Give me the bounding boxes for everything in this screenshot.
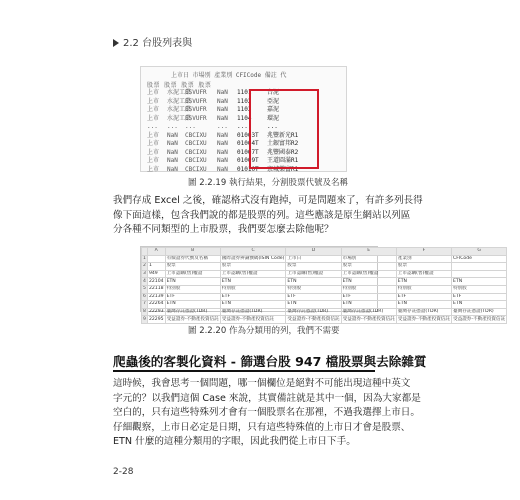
- table-row: [142, 308, 507, 316]
- table-cell: 22104: [148, 278, 164, 284]
- table-cell: ETN: [341, 278, 396, 286]
- figure-caption: 圖 2.2.20 作為分類用的列，我們不需要: [188, 326, 340, 336]
- output-cell: ESVUFR: [185, 106, 207, 113]
- output-cell: NaN: [167, 157, 178, 164]
- row-header: 7: [143, 301, 146, 307]
- triangle-bullet-icon: [113, 39, 119, 47]
- output-header-line-2: 股票 股票 股票 股票: [147, 82, 212, 89]
- table-cell: ETF: [341, 293, 396, 301]
- table-cell: 1: [147, 263, 165, 271]
- column-header: G: [452, 248, 507, 256]
- output-cell: NaN: [217, 131, 228, 139]
- table-cell: 臺灣存託憑證(TDR): [286, 308, 341, 316]
- output-cell: ESVUFR: [185, 114, 207, 122]
- output-cell: CBCIXU: [185, 131, 207, 139]
- output-cell: 兆豐國泰R2: [267, 148, 299, 156]
- column-header: D: [286, 248, 341, 256]
- table-cell: 22139: [148, 293, 164, 299]
- table-cell: ETF: [396, 293, 451, 301]
- table-cell: 受益證券-不動產投資信託: [342, 316, 395, 322]
- spreadsheet-table: [141, 247, 507, 324]
- table-cell: 上市認購(售)權證: [220, 270, 286, 278]
- table-cell: 22118: [148, 286, 164, 292]
- table-cell: 股票: [341, 263, 396, 271]
- output-cell: 01007T: [237, 148, 259, 156]
- table-row: [142, 278, 507, 286]
- paragraph-line: 我們存成 Excel 之後，確認格式沒有跑掉，可是問題來了，有許多列長得: [113, 195, 423, 206]
- paragraph-line: ETN 什麼的這種分類用的字眼，因此我們從上市日下手。: [113, 436, 356, 447]
- table-cell: 949: [147, 270, 165, 278]
- section-header-text: 2.2 台股列表與: [123, 38, 193, 49]
- table-cell: 上市認購(售)權證: [165, 270, 220, 278]
- table-cell: ETN: [220, 278, 286, 286]
- figure-caption: 圖 2.2.19 執行結果，分割股票代號及名稱: [188, 178, 348, 188]
- heading-underline: [113, 370, 375, 372]
- output-cell: CBCIXU: [185, 157, 207, 164]
- table-cell: ETF: [452, 293, 507, 301]
- table-cell: 受益證券-不動產投資信託: [220, 316, 286, 324]
- column-header: C: [220, 248, 286, 256]
- table-cell: 22295: [148, 316, 164, 322]
- row-header: 4: [143, 278, 146, 284]
- paragraph-line: 分各種不同類型的上市股票，我們要怎麼去除他呢？: [113, 224, 334, 235]
- output-cell: NaN: [167, 165, 178, 173]
- table-cell: 受益證券-不動產投資信託: [166, 316, 219, 322]
- column-header: B: [165, 248, 220, 256]
- output-cell: CBCIXU: [185, 148, 207, 156]
- row-header: 1: [143, 255, 146, 261]
- output-cell: ...: [237, 123, 248, 130]
- output-cell: 01009T: [237, 157, 259, 164]
- paragraph-line: 這時候，我會思考一個問題，哪一個欄位是絕對不可能出現這種中英文: [113, 378, 411, 389]
- output-cell: 上市: [147, 106, 160, 113]
- output-cell: ...: [167, 123, 178, 130]
- table-cell: 特別股: [396, 285, 451, 293]
- output-cell: 上市: [147, 140, 160, 147]
- column-header: F: [396, 248, 451, 256]
- table-cell: ETN: [286, 278, 341, 286]
- table-cell: ETN: [452, 301, 507, 309]
- table-cell: ETN: [165, 301, 220, 309]
- table-cell: 受益證券-不動產投資信託: [453, 316, 506, 322]
- figure-spreadsheet-screenshot: [140, 246, 506, 322]
- table-cell: 特別股: [452, 285, 507, 293]
- section-heading: 爬蟲後的客製化資料 - 篩選台股 947 檔股票與去除雜質: [113, 354, 427, 369]
- output-cell: NaN: [217, 148, 228, 156]
- row-header: 2: [143, 263, 146, 269]
- output-cell: 上市: [147, 157, 160, 164]
- output-cell: ...: [267, 123, 278, 130]
- table-cell: ETF: [220, 293, 286, 301]
- table-cell: 受益證券-不動產投資信託: [397, 316, 450, 322]
- table-cell: 受益證券-不動產投資信託: [287, 316, 340, 322]
- table-cell: ETN: [396, 278, 451, 286]
- output-cell: ...: [185, 123, 196, 130]
- paragraph-line: 空白的，只有這些特殊列才會有一個股票名在那裡，不過我選擇上市日。: [113, 407, 420, 418]
- table-row: [142, 301, 507, 309]
- table-cell: 臺灣存託憑證(TDR): [452, 308, 507, 316]
- output-cell: CBCIXU: [185, 165, 207, 173]
- output-cell: 亞泥: [267, 97, 280, 105]
- table-cell: [147, 255, 165, 263]
- output-cell: 1101: [237, 89, 252, 96]
- column-header: A: [147, 248, 165, 256]
- output-cell: ESVUFR: [185, 97, 207, 105]
- table-cell: 上市認購(售)權證: [341, 270, 396, 278]
- table-cell: 臺灣存託憑證(TDR): [396, 308, 451, 316]
- table-cell: 股票: [165, 263, 220, 271]
- output-cell: 上市: [147, 131, 160, 139]
- output-cell: 京城樂富R1: [267, 165, 299, 173]
- table-row: [142, 316, 507, 324]
- output-cell: 1103: [237, 106, 252, 113]
- output-header-line: 上市日 市場別 產業別 CFICode 備註 代: [171, 72, 287, 79]
- output-cell: 上市: [147, 89, 160, 96]
- table-row: [142, 255, 507, 263]
- table-cell: 特別股: [286, 285, 341, 293]
- output-cell: NaN: [167, 140, 178, 147]
- output-cell: ...: [147, 123, 158, 130]
- table-cell: ETN: [220, 301, 286, 309]
- table-cell: ETN: [396, 301, 451, 309]
- output-cell: 土銀富邦R2: [267, 140, 299, 147]
- row-header: 6: [143, 293, 146, 299]
- output-cell: 上市: [147, 165, 160, 173]
- output-cell: 01004T: [237, 140, 259, 147]
- output-cell: 環泥: [267, 114, 280, 122]
- output-cell: 台泥: [267, 89, 280, 96]
- highlight-box: [249, 89, 319, 169]
- table-cell: 上市認購(售)權證: [396, 270, 451, 278]
- output-cell: 王道圓滿R1: [267, 157, 299, 164]
- column-header: E: [341, 248, 396, 256]
- output-cell: NaN: [167, 148, 178, 156]
- table-cell: 特別股: [165, 285, 220, 293]
- output-cell: ...: [217, 123, 228, 130]
- body-paragraph-2: [113, 377, 421, 450]
- table-cell: 特別股: [341, 285, 396, 293]
- output-cell: NaN: [217, 165, 228, 173]
- table-cell: ETF: [165, 293, 220, 301]
- table-cell: 股票: [396, 263, 451, 271]
- table-cell: 臺灣存託憑證(TDR): [165, 308, 220, 316]
- paragraph-line: 仔細觀察，上市日必定是日期，只有這些特殊值的上市日才會是股票、: [113, 421, 411, 433]
- figure-output-screenshot: [140, 66, 347, 172]
- row-header: 9: [143, 316, 146, 322]
- output-cell: NaN: [217, 140, 228, 147]
- paragraph-line: 像下面這樣，包含我們說的都是股票的列。這些應該是原生網站以列區: [113, 209, 411, 221]
- row-header: 8: [143, 309, 146, 315]
- output-cell: NaN: [167, 131, 178, 139]
- output-cell: NaN: [217, 97, 228, 105]
- table-cell: 市場別: [341, 255, 396, 263]
- table-cell: 臺灣存託憑證(TDR): [341, 308, 396, 316]
- table-row: [142, 263, 507, 271]
- output-cell: 兆豐新光R1: [267, 131, 299, 139]
- row-header: 3: [143, 271, 146, 277]
- output-cell: 1102: [237, 97, 252, 105]
- table-cell: [452, 263, 507, 271]
- table-cell: 22264: [148, 301, 164, 307]
- output-cell: 上市: [147, 148, 160, 156]
- output-cell: 水泥工業: [167, 114, 192, 122]
- page-number: 2-28: [113, 467, 134, 477]
- table-cell: ETN: [452, 278, 507, 286]
- table-row: [142, 270, 507, 278]
- table-cell: 上市認購(售)權證: [286, 270, 341, 278]
- table-cell: 國際證券辨識號碼(ISIN Code): [221, 255, 285, 261]
- output-cell: NaN: [217, 89, 228, 96]
- output-cell: 上市: [147, 97, 160, 105]
- column-header-row: [142, 248, 507, 256]
- table-cell: ETF: [286, 293, 341, 301]
- table-cell: 22293: [148, 309, 164, 315]
- output-cell: NaN: [217, 114, 228, 122]
- output-cell: 嘉泥: [267, 106, 280, 113]
- output-cell: 水泥工業: [167, 89, 192, 96]
- table-row: [142, 285, 507, 293]
- table-cell: 上市日: [286, 255, 341, 263]
- output-cell: 01010T: [237, 165, 259, 173]
- table-cell: ETN: [341, 301, 396, 309]
- output-cell: 1104: [237, 114, 252, 122]
- table-cell: CFICode: [452, 255, 507, 263]
- table-row: [142, 293, 507, 301]
- output-cell: 01003T: [237, 131, 259, 139]
- output-cell: 上市: [147, 114, 160, 122]
- output-cell: ESVUFR: [185, 89, 207, 96]
- table-cell: 產業別: [396, 255, 451, 263]
- output-cell: 水泥工業: [167, 106, 192, 113]
- table-cell: ETN: [165, 278, 220, 286]
- output-cell: NaN: [217, 106, 228, 113]
- output-cell: 水泥工業: [167, 97, 192, 105]
- body-paragraph-1: [113, 194, 423, 238]
- table-cell: 有價證券代號及名稱: [165, 255, 220, 263]
- table-cell: [452, 270, 507, 278]
- table-cell: ETN: [286, 301, 341, 309]
- section-header: [113, 34, 192, 49]
- table-cell: 股票: [286, 263, 341, 271]
- table-cell: 臺灣存託憑證(TDR): [220, 308, 286, 316]
- table-cell: 股票: [220, 263, 286, 271]
- output-cell: CBCIXU: [185, 140, 207, 147]
- table-cell: 特別股: [220, 285, 286, 293]
- output-cell: NaN: [217, 157, 228, 164]
- paragraph-line: 字元的？以我們這個 Case 來說，其實備註就是其中一個，因為大家都是: [113, 392, 421, 404]
- row-header: 5: [143, 286, 146, 292]
